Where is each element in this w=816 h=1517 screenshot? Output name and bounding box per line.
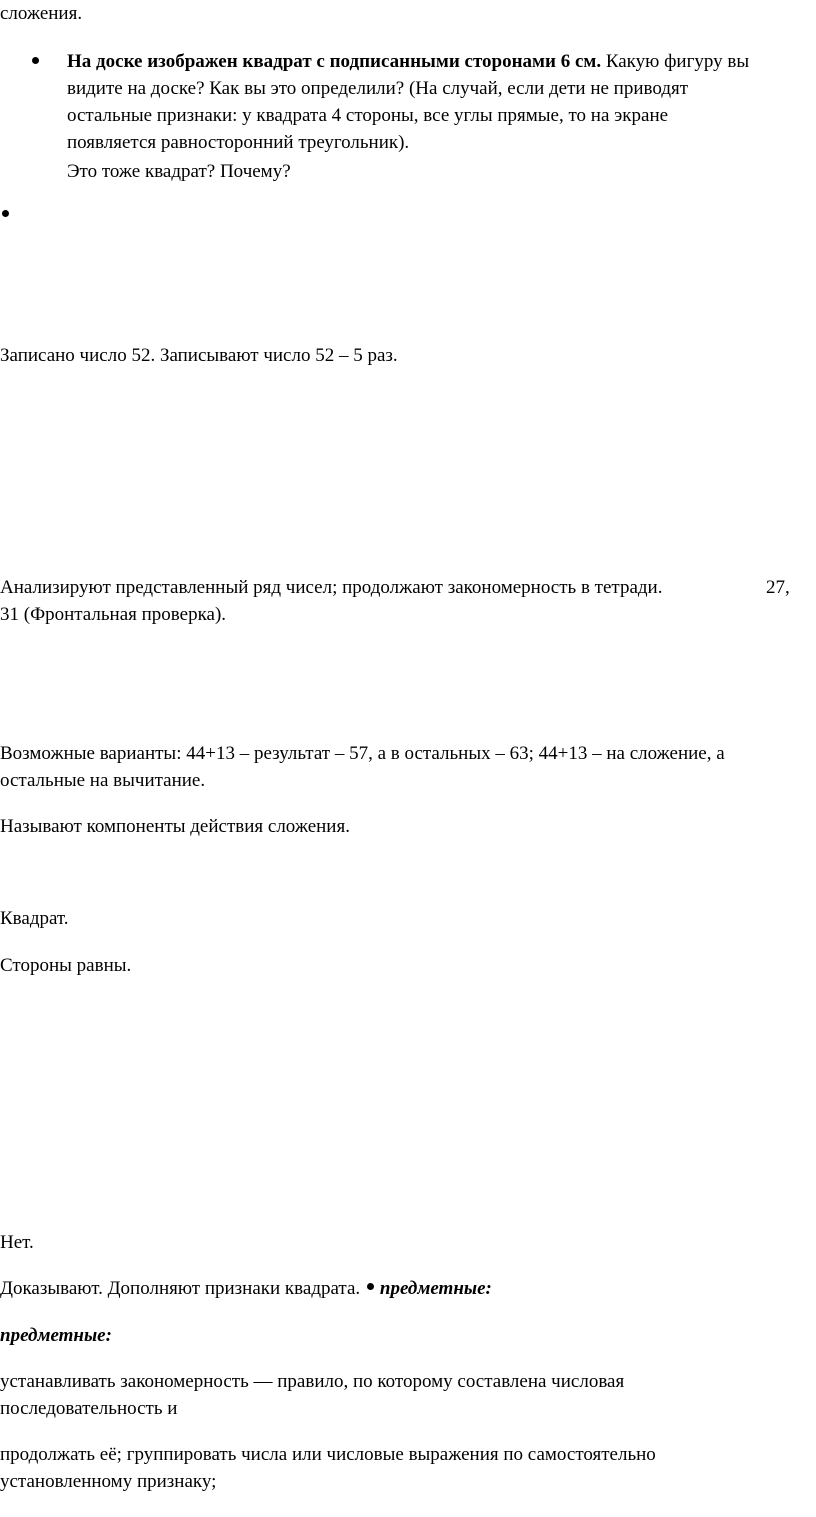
bullet-line-1-rest: Какую фигуру вы [601, 51, 750, 72]
variants-line-1: Возможные варианты: 44+13 – результат – 57, а в остальных – 63; 44+13 – на сложение, а [0, 743, 725, 764]
skill-2-line-2: установленному признаку; [0, 1471, 217, 1492]
paragraph-no: Нет. [0, 1232, 34, 1253]
paragraph-components: Называют компоненты действия сложения. [0, 816, 350, 837]
empty-bullet-icon [2, 210, 9, 217]
analyze-line-1-tail: 27, [766, 577, 790, 598]
skill-1-line-1: устанавливать закономерность — правило, по которому составлена числовая [0, 1371, 625, 1392]
paragraph-sides: Стороны равны. [0, 955, 132, 976]
bullet-line-2: видите на доске? Как вы это определили? (На случай, если дети не приводят [67, 78, 689, 99]
bold-lead: На доске изображен квадрат с подписанными сторонами 6 см. [67, 51, 602, 72]
analyze-line-2: 31 (Фронтальная проверка). [0, 604, 227, 625]
prove-text: Доказывают. Дополняют признаки квадрата. [0, 1278, 361, 1299]
inline-bullet-icon [367, 1283, 374, 1290]
skill-2-line-1: продолжать её; группировать числа или числовые выражения по самостоятельно [0, 1444, 656, 1465]
bullet-line-5: Это тоже квадрат? Почему? [67, 161, 291, 182]
paragraph-number: Записано число 52. Записывают число 52 – 5 раз. [0, 345, 398, 366]
prove-emph: предметные: [379, 1278, 492, 1299]
bullet-line-3: остальные признаки: у квадрата 4 стороны, все углы прямые, то на экране [67, 105, 669, 126]
bullet-line-1 [67, 48, 749, 75]
analyze-line-1: Анализируют представленный ряд чисел; продолжают закономерность в тетради. [0, 577, 663, 598]
variants-line-2: остальные на вычитание. [0, 770, 206, 791]
bullet-icon [32, 57, 39, 64]
paragraph-prove [0, 1275, 492, 1302]
bullet-line-4: появляется равносторонний треугольник). [67, 132, 410, 153]
text-fragment: сложения. [0, 3, 83, 24]
paragraph-subject: предметные: [0, 1325, 112, 1346]
skill-1-line-2: последовательность и [0, 1398, 178, 1419]
paragraph-square: Квадрат. [0, 908, 69, 929]
